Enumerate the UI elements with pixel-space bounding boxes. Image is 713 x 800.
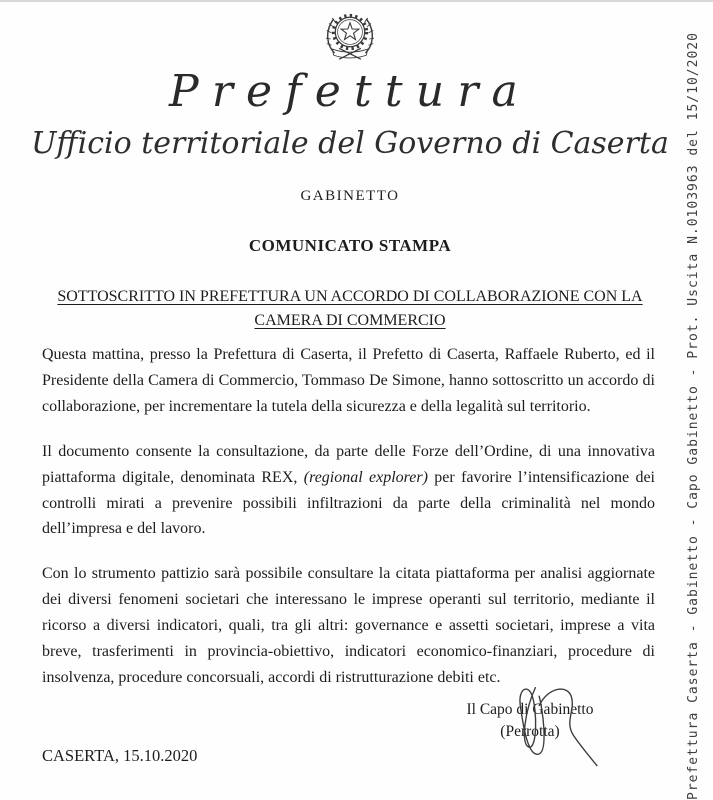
paragraph-2-before: Il documento consente la consultazione, da parte delle Forze dell’Ordine, di una innovativa piattaforma digitale, denominata REX,: [42, 442, 655, 486]
office-label: GABINETTO: [300, 188, 400, 204]
protocol-stamp-vertical: Prefettura Caserta - Gabinetto - Capo Gabinetto - Prot. Uscita N.0103963 del 15/10/2020: [686, 32, 701, 800]
handwritten-signature: [503, 670, 623, 778]
ufficio-script-subtitle: Ufficio territoriale del Governo di Caserta: [31, 126, 669, 161]
place-date: CASERTA, 15.10.2020: [42, 746, 198, 765]
prefettura-script-title: Prefettura: [169, 66, 531, 117]
document-type-heading: COMUNICATO STAMPA: [248, 236, 452, 255]
paragraph-2: [42, 439, 655, 543]
signature-name: (Perrotta): [500, 723, 560, 741]
headline: SOTTOSCRITTO IN PREFETTURA UN ACCORDO DI COLLABORAZIONE CON LA CAMERA DI COMMERCIO: [57, 288, 643, 329]
emblem-graphic: [302, 8, 398, 70]
paragraph-3: Con lo strumento pattizio sarà possibile consultare la citata piattaforma per analisi aggiornate dei diversi fenomeni societari che interessano le imprese operanti sul territorio, mediante il ricorso a diversi indicatori, quali, tra gli altri: governance e assetti societari, imprese a vita breve, trasferimenti in provincia-obiettivo, indicatori economico-finanziari, procedure di insolvenza, procedure concorsuali, accordi di ristrutturazione debiti etc.: [42, 565, 655, 686]
body-text: [42, 342, 655, 710]
paragraph-2-italic-note: (regional explorer): [303, 468, 428, 486]
italian-republic-emblem-icon: [0, 8, 700, 70]
paragraph-1: Questa mattina, presso la Prefettura di Caserta, il Prefetto di Caserta, Raffaele Ruberto, ed il Presidente della Camera di Commercio, Tommaso De Simone, hanno sottoscritto un accordo di collaborazione, per incrementare la tutela della sicurezza e della legalità sul territorio.: [42, 346, 655, 415]
paragraph-2-after: per favorire l’intensificazione dei controlli mirati a prevenire possibili infiltrazioni da parte della criminalità nel mondo dell’impresa e del lavoro.: [42, 468, 656, 538]
signature-role: Il Capo di Gabinetto: [466, 701, 594, 718]
